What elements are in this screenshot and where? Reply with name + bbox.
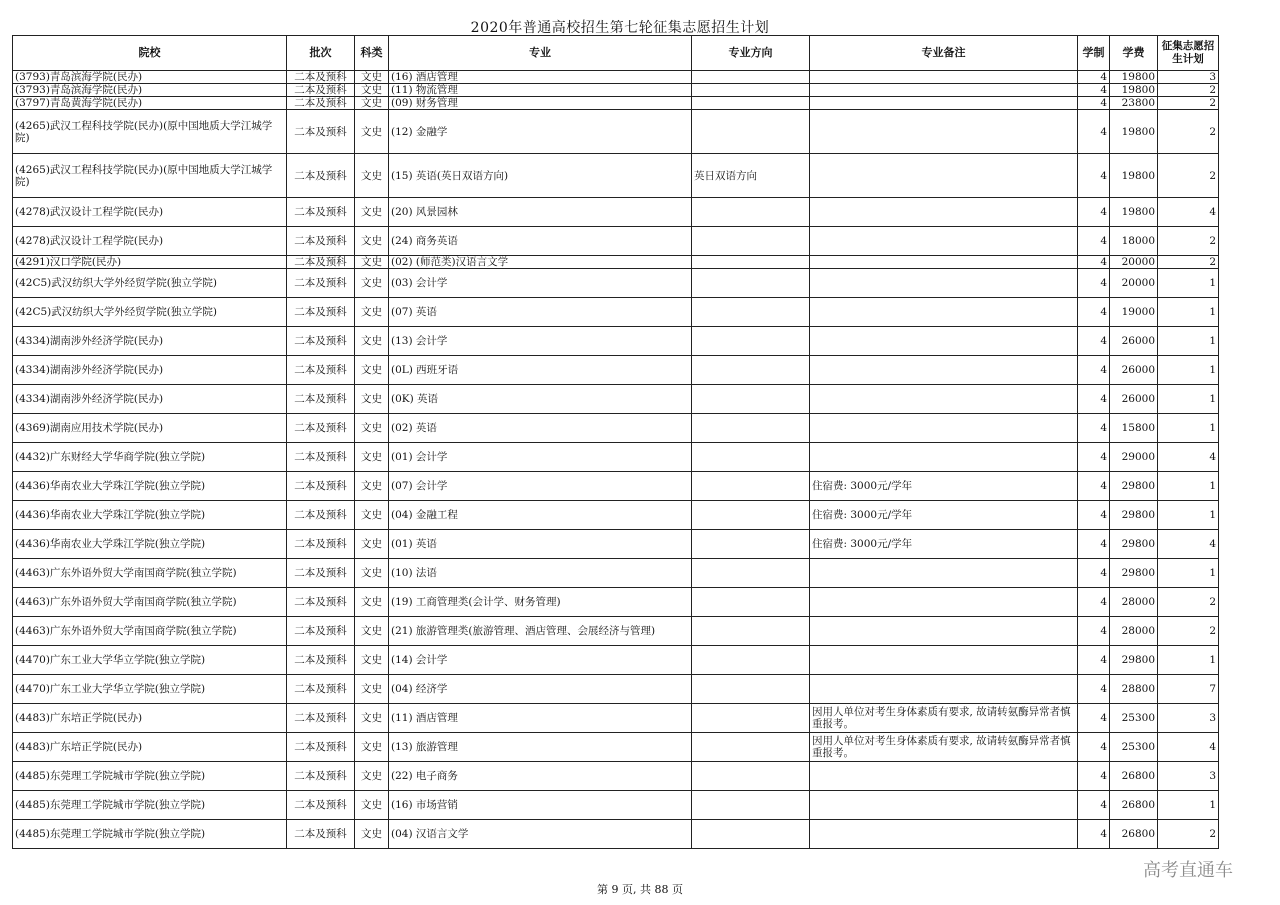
cell-major: (22) 电子商务 bbox=[389, 762, 692, 791]
cell-direction bbox=[692, 704, 810, 733]
cell-major: (13) 会计学 bbox=[389, 327, 692, 356]
header-fee: 学费 bbox=[1110, 36, 1158, 71]
cell-fee: 29800 bbox=[1110, 646, 1158, 675]
cell-school: (4265)武汉工程科技学院(民办)(原中国地质大学江城学院) bbox=[13, 154, 287, 198]
cell-category: 文史 bbox=[355, 110, 389, 154]
cell-major: (15) 英语(英日双语方向) bbox=[389, 154, 692, 198]
cell-major: (09) 财务管理 bbox=[389, 97, 692, 110]
cell-plan: 3 bbox=[1158, 762, 1219, 791]
cell-plan: 1 bbox=[1158, 327, 1219, 356]
cell-plan: 4 bbox=[1158, 443, 1219, 472]
cell-major: (04) 金融工程 bbox=[389, 501, 692, 530]
header-major: 专业 bbox=[389, 36, 692, 71]
cell-remark bbox=[810, 617, 1078, 646]
cell-plan: 1 bbox=[1158, 791, 1219, 820]
cell-direction bbox=[692, 791, 810, 820]
cell-school: (42C5)武汉纺织大学外经贸学院(独立学院) bbox=[13, 269, 287, 298]
cell-major: (0K) 英语 bbox=[389, 385, 692, 414]
cell-school: (4463)广东外语外贸大学南国商学院(独立学院) bbox=[13, 559, 287, 588]
cell-remark bbox=[810, 356, 1078, 385]
table-row bbox=[13, 327, 1219, 356]
cell-plan: 4 bbox=[1158, 198, 1219, 227]
header-school: 院校 bbox=[13, 36, 287, 71]
table-row bbox=[13, 588, 1219, 617]
table-row bbox=[13, 617, 1219, 646]
cell-batch: 二本及预科 bbox=[287, 443, 355, 472]
cell-school: (4436)华南农业大学珠江学院(独立学院) bbox=[13, 501, 287, 530]
cell-fee: 25300 bbox=[1110, 733, 1158, 762]
cell-school: (4463)广东外语外贸大学南国商学院(独立学院) bbox=[13, 617, 287, 646]
cell-plan: 2 bbox=[1158, 227, 1219, 256]
cell-years: 4 bbox=[1078, 559, 1110, 588]
cell-years: 4 bbox=[1078, 154, 1110, 198]
cell-school: (4432)广东财经大学华商学院(独立学院) bbox=[13, 443, 287, 472]
cell-major: (10) 法语 bbox=[389, 559, 692, 588]
cell-fee: 20000 bbox=[1110, 269, 1158, 298]
table-header-row bbox=[13, 36, 1219, 71]
cell-years: 4 bbox=[1078, 733, 1110, 762]
table-row bbox=[13, 298, 1219, 327]
cell-category: 文史 bbox=[355, 97, 389, 110]
cell-remark bbox=[810, 675, 1078, 704]
cell-batch: 二本及预科 bbox=[287, 820, 355, 849]
table-row bbox=[13, 414, 1219, 443]
table-body bbox=[13, 71, 1219, 849]
cell-plan: 2 bbox=[1158, 154, 1219, 198]
cell-direction bbox=[692, 269, 810, 298]
cell-school: (4436)华南农业大学珠江学院(独立学院) bbox=[13, 530, 287, 559]
cell-remark: 住宿费: 3000元/学年 bbox=[810, 472, 1078, 501]
cell-major: (11) 物流管理 bbox=[389, 84, 692, 97]
cell-major: (03) 会计学 bbox=[389, 269, 692, 298]
cell-plan: 1 bbox=[1158, 356, 1219, 385]
cell-major: (04) 汉语言文学 bbox=[389, 820, 692, 849]
header-plan: 征集志愿招生计划 bbox=[1158, 36, 1219, 71]
cell-fee: 26000 bbox=[1110, 356, 1158, 385]
page-title: 2020年普通高校招生第七轮征集志愿招生计划 bbox=[470, 20, 770, 36]
cell-plan: 1 bbox=[1158, 385, 1219, 414]
cell-category: 文史 bbox=[355, 443, 389, 472]
cell-category: 文史 bbox=[355, 588, 389, 617]
cell-school: (4334)湖南涉外经济学院(民办) bbox=[13, 327, 287, 356]
table-row bbox=[13, 791, 1219, 820]
cell-batch: 二本及预科 bbox=[287, 84, 355, 97]
cell-years: 4 bbox=[1078, 327, 1110, 356]
cell-fee: 19800 bbox=[1110, 84, 1158, 97]
cell-direction bbox=[692, 733, 810, 762]
cell-batch: 二本及预科 bbox=[287, 472, 355, 501]
cell-batch: 二本及预科 bbox=[287, 256, 355, 269]
cell-category: 文史 bbox=[355, 646, 389, 675]
cell-school: (4436)华南农业大学珠江学院(独立学院) bbox=[13, 472, 287, 501]
cell-years: 4 bbox=[1078, 704, 1110, 733]
table-row bbox=[13, 227, 1219, 256]
cell-category: 文史 bbox=[355, 559, 389, 588]
header-direction: 专业方向 bbox=[692, 36, 810, 71]
cell-school: (4278)武汉设计工程学院(民办) bbox=[13, 227, 287, 256]
cell-direction bbox=[692, 588, 810, 617]
cell-school: (4470)广东工业大学华立学院(独立学院) bbox=[13, 646, 287, 675]
cell-plan: 1 bbox=[1158, 472, 1219, 501]
table-row bbox=[13, 530, 1219, 559]
cell-remark: 住宿费: 3000元/学年 bbox=[810, 501, 1078, 530]
cell-major: (07) 英语 bbox=[389, 298, 692, 327]
table-row bbox=[13, 84, 1219, 97]
cell-years: 4 bbox=[1078, 646, 1110, 675]
cell-direction bbox=[692, 646, 810, 675]
cell-remark bbox=[810, 97, 1078, 110]
cell-school: (4291)汉口学院(民办) bbox=[13, 256, 287, 269]
cell-major: (16) 酒店管理 bbox=[389, 71, 692, 84]
table-row bbox=[13, 675, 1219, 704]
cell-batch: 二本及预科 bbox=[287, 588, 355, 617]
cell-plan: 3 bbox=[1158, 704, 1219, 733]
cell-school: (4369)湖南应用技术学院(民办) bbox=[13, 414, 287, 443]
cell-years: 4 bbox=[1078, 298, 1110, 327]
cell-direction bbox=[692, 84, 810, 97]
cell-years: 4 bbox=[1078, 443, 1110, 472]
cell-category: 文史 bbox=[355, 762, 389, 791]
cell-major: (11) 酒店管理 bbox=[389, 704, 692, 733]
cell-batch: 二本及预科 bbox=[287, 414, 355, 443]
cell-school: (3793)青岛滨海学院(民办) bbox=[13, 71, 287, 84]
cell-plan: 2 bbox=[1158, 820, 1219, 849]
cell-remark bbox=[810, 646, 1078, 675]
cell-fee: 26800 bbox=[1110, 791, 1158, 820]
cell-years: 4 bbox=[1078, 617, 1110, 646]
cell-plan: 1 bbox=[1158, 646, 1219, 675]
cell-plan: 4 bbox=[1158, 733, 1219, 762]
cell-category: 文史 bbox=[355, 414, 389, 443]
table-row bbox=[13, 762, 1219, 791]
cell-direction: 英日双语方向 bbox=[692, 154, 810, 198]
cell-years: 4 bbox=[1078, 588, 1110, 617]
cell-school: (4485)东莞理工学院城市学院(独立学院) bbox=[13, 791, 287, 820]
cell-batch: 二本及预科 bbox=[287, 356, 355, 385]
cell-batch: 二本及预科 bbox=[287, 791, 355, 820]
cell-plan: 1 bbox=[1158, 501, 1219, 530]
cell-fee: 25300 bbox=[1110, 704, 1158, 733]
cell-plan: 1 bbox=[1158, 559, 1219, 588]
cell-remark: 因用人单位对考生身体素质有要求, 故请转氨酶异常者慎重报考。 bbox=[810, 733, 1078, 762]
cell-plan: 2 bbox=[1158, 110, 1219, 154]
cell-plan: 2 bbox=[1158, 256, 1219, 269]
header-remark: 专业备注 bbox=[810, 36, 1078, 71]
cell-years: 4 bbox=[1078, 820, 1110, 849]
table-row bbox=[13, 97, 1219, 110]
cell-school: (4278)武汉设计工程学院(民办) bbox=[13, 198, 287, 227]
table-row bbox=[13, 443, 1219, 472]
cell-category: 文史 bbox=[355, 675, 389, 704]
page-footer: 第 9 页, 共 88 页 bbox=[597, 883, 683, 896]
cell-direction bbox=[692, 559, 810, 588]
cell-category: 文史 bbox=[355, 820, 389, 849]
cell-direction bbox=[692, 443, 810, 472]
cell-school: (3797)青岛黄海学院(民办) bbox=[13, 97, 287, 110]
cell-school: (4334)湖南涉外经济学院(民办) bbox=[13, 385, 287, 414]
cell-direction bbox=[692, 414, 810, 443]
cell-school: (4483)广东培正学院(民办) bbox=[13, 704, 287, 733]
cell-plan: 1 bbox=[1158, 298, 1219, 327]
cell-school: (42C5)武汉纺织大学外经贸学院(独立学院) bbox=[13, 298, 287, 327]
cell-fee: 26000 bbox=[1110, 385, 1158, 414]
cell-remark bbox=[810, 84, 1078, 97]
cell-years: 4 bbox=[1078, 269, 1110, 298]
cell-category: 文史 bbox=[355, 154, 389, 198]
cell-category: 文史 bbox=[355, 530, 389, 559]
cell-fee: 26800 bbox=[1110, 820, 1158, 849]
cell-years: 4 bbox=[1078, 385, 1110, 414]
cell-direction bbox=[692, 675, 810, 704]
cell-direction bbox=[692, 385, 810, 414]
enrollment-plan-table bbox=[12, 35, 1219, 849]
cell-remark bbox=[810, 559, 1078, 588]
cell-major: (12) 金融学 bbox=[389, 110, 692, 154]
cell-batch: 二本及预科 bbox=[287, 762, 355, 791]
cell-direction bbox=[692, 256, 810, 269]
cell-category: 文史 bbox=[355, 617, 389, 646]
cell-remark bbox=[810, 198, 1078, 227]
cell-fee: 29000 bbox=[1110, 443, 1158, 472]
cell-remark bbox=[810, 110, 1078, 154]
cell-school: (4485)东莞理工学院城市学院(独立学院) bbox=[13, 820, 287, 849]
cell-batch: 二本及预科 bbox=[287, 559, 355, 588]
cell-category: 文史 bbox=[355, 269, 389, 298]
cell-fee: 28800 bbox=[1110, 675, 1158, 704]
cell-fee: 18000 bbox=[1110, 227, 1158, 256]
cell-batch: 二本及预科 bbox=[287, 733, 355, 762]
cell-fee: 23800 bbox=[1110, 97, 1158, 110]
table-row bbox=[13, 71, 1219, 84]
cell-major: (21) 旅游管理类(旅游管理、酒店管理、会展经济与管理) bbox=[389, 617, 692, 646]
cell-major: (04) 经济学 bbox=[389, 675, 692, 704]
cell-plan: 2 bbox=[1158, 617, 1219, 646]
cell-years: 4 bbox=[1078, 414, 1110, 443]
table-row bbox=[13, 385, 1219, 414]
cell-years: 4 bbox=[1078, 256, 1110, 269]
cell-years: 4 bbox=[1078, 71, 1110, 84]
cell-batch: 二本及预科 bbox=[287, 385, 355, 414]
cell-school: (3793)青岛滨海学院(民办) bbox=[13, 84, 287, 97]
cell-batch: 二本及预科 bbox=[287, 704, 355, 733]
cell-major: (19) 工商管理类(会计学、财务管理) bbox=[389, 588, 692, 617]
table-row bbox=[13, 733, 1219, 762]
cell-remark bbox=[810, 227, 1078, 256]
cell-years: 4 bbox=[1078, 84, 1110, 97]
cell-category: 文史 bbox=[355, 298, 389, 327]
cell-years: 4 bbox=[1078, 97, 1110, 110]
cell-years: 4 bbox=[1078, 198, 1110, 227]
cell-years: 4 bbox=[1078, 762, 1110, 791]
cell-remark: 因用人单位对考生身体素质有要求, 故请转氨酶异常者慎重报考。 bbox=[810, 704, 1078, 733]
cell-plan: 1 bbox=[1158, 269, 1219, 298]
table-row bbox=[13, 256, 1219, 269]
cell-fee: 19800 bbox=[1110, 71, 1158, 84]
cell-category: 文史 bbox=[355, 472, 389, 501]
cell-major: (01) 英语 bbox=[389, 530, 692, 559]
cell-major: (14) 会计学 bbox=[389, 646, 692, 675]
cell-plan: 2 bbox=[1158, 84, 1219, 97]
cell-school: (4463)广东外语外贸大学南国商学院(独立学院) bbox=[13, 588, 287, 617]
cell-school: (4485)东莞理工学院城市学院(独立学院) bbox=[13, 762, 287, 791]
cell-fee: 29800 bbox=[1110, 472, 1158, 501]
watermark: 高考直通车 bbox=[1143, 860, 1233, 881]
cell-direction bbox=[692, 617, 810, 646]
cell-school: (4265)武汉工程科技学院(民办)(原中国地质大学江城学院) bbox=[13, 110, 287, 154]
cell-remark bbox=[810, 385, 1078, 414]
cell-direction bbox=[692, 227, 810, 256]
cell-fee: 29800 bbox=[1110, 559, 1158, 588]
cell-batch: 二本及预科 bbox=[287, 110, 355, 154]
cell-remark bbox=[810, 71, 1078, 84]
cell-school: (4483)广东培正学院(民办) bbox=[13, 733, 287, 762]
cell-direction bbox=[692, 97, 810, 110]
cell-plan: 1 bbox=[1158, 414, 1219, 443]
cell-plan: 2 bbox=[1158, 588, 1219, 617]
cell-direction bbox=[692, 71, 810, 84]
table-row bbox=[13, 704, 1219, 733]
cell-years: 4 bbox=[1078, 530, 1110, 559]
table-row bbox=[13, 501, 1219, 530]
cell-category: 文史 bbox=[355, 501, 389, 530]
cell-remark bbox=[810, 154, 1078, 198]
cell-batch: 二本及预科 bbox=[287, 675, 355, 704]
cell-major: (13) 旅游管理 bbox=[389, 733, 692, 762]
cell-remark bbox=[810, 762, 1078, 791]
cell-remark bbox=[810, 269, 1078, 298]
cell-category: 文史 bbox=[355, 385, 389, 414]
cell-remark: 住宿费: 3000元/学年 bbox=[810, 530, 1078, 559]
table-row bbox=[13, 472, 1219, 501]
cell-batch: 二本及预科 bbox=[287, 646, 355, 675]
cell-batch: 二本及预科 bbox=[287, 298, 355, 327]
cell-fee: 19800 bbox=[1110, 154, 1158, 198]
cell-batch: 二本及预科 bbox=[287, 617, 355, 646]
cell-category: 文史 bbox=[355, 84, 389, 97]
cell-category: 文史 bbox=[355, 256, 389, 269]
cell-remark bbox=[810, 256, 1078, 269]
table-row bbox=[13, 154, 1219, 198]
cell-fee: 28000 bbox=[1110, 617, 1158, 646]
cell-fee: 19000 bbox=[1110, 298, 1158, 327]
cell-direction bbox=[692, 762, 810, 791]
cell-remark bbox=[810, 791, 1078, 820]
cell-years: 4 bbox=[1078, 356, 1110, 385]
cell-years: 4 bbox=[1078, 227, 1110, 256]
cell-direction bbox=[692, 327, 810, 356]
cell-direction bbox=[692, 110, 810, 154]
cell-direction bbox=[692, 501, 810, 530]
cell-category: 文史 bbox=[355, 71, 389, 84]
cell-batch: 二本及预科 bbox=[287, 71, 355, 84]
cell-direction bbox=[692, 530, 810, 559]
cell-category: 文史 bbox=[355, 704, 389, 733]
cell-batch: 二本及预科 bbox=[287, 154, 355, 198]
cell-years: 4 bbox=[1078, 110, 1110, 154]
cell-major: (01) 会计学 bbox=[389, 443, 692, 472]
cell-direction bbox=[692, 298, 810, 327]
cell-fee: 28000 bbox=[1110, 588, 1158, 617]
cell-fee: 19800 bbox=[1110, 110, 1158, 154]
table-row bbox=[13, 110, 1219, 154]
cell-category: 文史 bbox=[355, 327, 389, 356]
cell-years: 4 bbox=[1078, 472, 1110, 501]
cell-years: 4 bbox=[1078, 501, 1110, 530]
cell-plan: 3 bbox=[1158, 71, 1219, 84]
cell-fee: 15800 bbox=[1110, 414, 1158, 443]
cell-category: 文史 bbox=[355, 791, 389, 820]
cell-remark bbox=[810, 820, 1078, 849]
cell-category: 文史 bbox=[355, 733, 389, 762]
cell-plan: 4 bbox=[1158, 530, 1219, 559]
cell-major: (07) 会计学 bbox=[389, 472, 692, 501]
cell-remark bbox=[810, 443, 1078, 472]
table-row bbox=[13, 820, 1219, 849]
cell-batch: 二本及预科 bbox=[287, 530, 355, 559]
cell-major: (02) 英语 bbox=[389, 414, 692, 443]
table-row bbox=[13, 198, 1219, 227]
cell-batch: 二本及预科 bbox=[287, 198, 355, 227]
header-years: 学制 bbox=[1078, 36, 1110, 71]
cell-batch: 二本及预科 bbox=[287, 269, 355, 298]
cell-plan: 2 bbox=[1158, 97, 1219, 110]
cell-remark bbox=[810, 298, 1078, 327]
cell-major: (0L) 西班牙语 bbox=[389, 356, 692, 385]
cell-major: (20) 风景园林 bbox=[389, 198, 692, 227]
cell-remark bbox=[810, 414, 1078, 443]
header-batch: 批次 bbox=[287, 36, 355, 71]
cell-batch: 二本及预科 bbox=[287, 327, 355, 356]
cell-direction bbox=[692, 198, 810, 227]
cell-remark bbox=[810, 588, 1078, 617]
cell-fee: 26800 bbox=[1110, 762, 1158, 791]
header-category: 科类 bbox=[355, 36, 389, 71]
cell-major: (02) (师范类)汉语言文学 bbox=[389, 256, 692, 269]
cell-batch: 二本及预科 bbox=[287, 227, 355, 256]
cell-direction bbox=[692, 820, 810, 849]
cell-years: 4 bbox=[1078, 791, 1110, 820]
cell-fee: 26000 bbox=[1110, 327, 1158, 356]
cell-fee: 20000 bbox=[1110, 256, 1158, 269]
cell-category: 文史 bbox=[355, 356, 389, 385]
cell-major: (16) 市场营销 bbox=[389, 791, 692, 820]
table-row bbox=[13, 559, 1219, 588]
cell-category: 文史 bbox=[355, 198, 389, 227]
cell-batch: 二本及预科 bbox=[287, 97, 355, 110]
cell-fee: 29800 bbox=[1110, 530, 1158, 559]
cell-years: 4 bbox=[1078, 675, 1110, 704]
table-row bbox=[13, 646, 1219, 675]
cell-category: 文史 bbox=[355, 227, 389, 256]
cell-plan: 7 bbox=[1158, 675, 1219, 704]
cell-fee: 19800 bbox=[1110, 198, 1158, 227]
cell-batch: 二本及预科 bbox=[287, 501, 355, 530]
cell-fee: 29800 bbox=[1110, 501, 1158, 530]
cell-remark bbox=[810, 327, 1078, 356]
table-row bbox=[13, 269, 1219, 298]
cell-school: (4470)广东工业大学华立学院(独立学院) bbox=[13, 675, 287, 704]
cell-major: (24) 商务英语 bbox=[389, 227, 692, 256]
table-row bbox=[13, 356, 1219, 385]
cell-direction bbox=[692, 356, 810, 385]
cell-school: (4334)湖南涉外经济学院(民办) bbox=[13, 356, 287, 385]
cell-direction bbox=[692, 472, 810, 501]
